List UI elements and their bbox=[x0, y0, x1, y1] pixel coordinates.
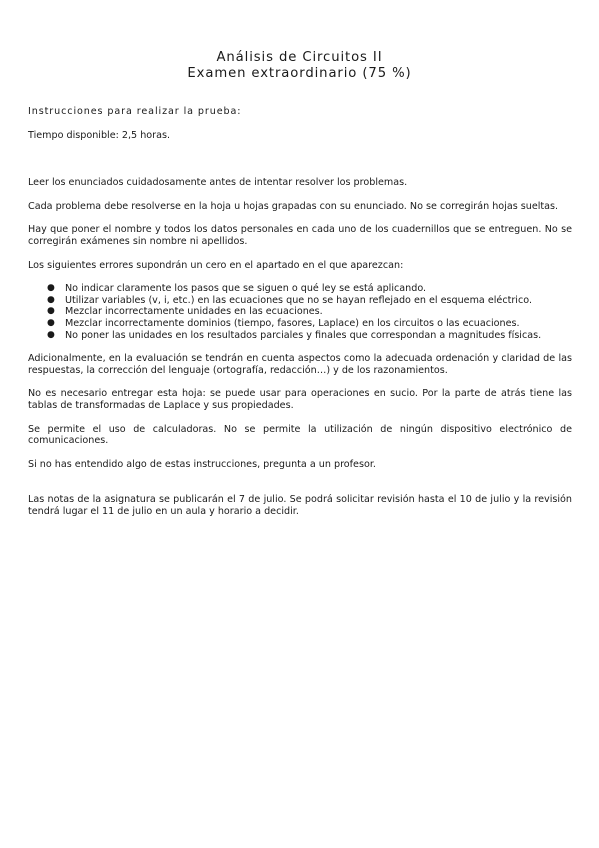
title-block bbox=[0, 50, 599, 82]
bullet-icon: ● bbox=[47, 294, 55, 305]
error-item-text: No indicar claramente los pasos que se siguen o qué ley se está aplicando. bbox=[65, 283, 427, 295]
error-item-text: Mezclar incorrectamente dominios (tiempo, fasores, Laplace) en los circuitos o las ecuaciones. bbox=[65, 317, 520, 329]
list-item bbox=[28, 295, 572, 307]
list-item bbox=[28, 318, 572, 330]
error-item-text: Mezclar incorrectamente unidades en las ecuaciones. bbox=[65, 306, 323, 318]
page-subtitle: Examen extraordinario (75 %) bbox=[187, 66, 412, 81]
list-item bbox=[28, 283, 572, 295]
page-title: Análisis de Circuitos II bbox=[216, 50, 383, 65]
stapled-sheets-paragraph: Cada problema debe resolverse en la hoja u hojas grapadas con su enunciado. No se corregirán hojas sueltas. bbox=[28, 200, 559, 212]
bullet-icon: ● bbox=[47, 329, 55, 340]
list-item bbox=[28, 306, 572, 318]
bullet-icon: ● bbox=[47, 317, 55, 328]
questions-paragraph: Si no has entendido algo de estas instrucciones, pregunta a un profesor. bbox=[28, 458, 376, 470]
calculators-paragraph: Se permite el uso de calculadoras. No se permite la utilización de ningún dispositivo electrónico de comunicaciones. bbox=[28, 423, 572, 447]
personal-data-paragraph: Hay que poner el nombre y todos los datos personales en cada uno de los cuadernillos que se entreguen. No se corregirán exámenes sin nombre ni apellidos. bbox=[28, 224, 572, 247]
list-item bbox=[28, 330, 572, 342]
errors-intro: Los siguientes errores supondrán un cero en el apartado en el que aparezcan: bbox=[28, 259, 404, 271]
instructions-heading: Instrucciones para realizar la prueba: bbox=[28, 106, 242, 117]
bullet-icon: ● bbox=[47, 306, 55, 317]
bullet-icon: ● bbox=[47, 283, 55, 294]
read-carefully-paragraph: Leer los enunciados cuidadosamente antes de intentar resolver los problemas. bbox=[28, 177, 408, 189]
instructions-body bbox=[28, 106, 572, 517]
scratch-sheet-paragraph: No es necesario entregar esta hoja: se puede usar para operaciones en sucio. Por la parte de atrás tiene las tablas de transformadas de Laplace y sus propiedades. bbox=[28, 388, 572, 411]
evaluation-paragraph: Adicionalmente, en la evaluación se tendrán en cuenta aspectos como la adecuada ordenación y claridad de las respuestas, la corrección del lenguaje (ortografía, redacción…) y de los razonamientos. bbox=[28, 353, 572, 376]
time-available: Tiempo disponible: 2,5 horas. bbox=[28, 129, 171, 141]
error-item-text: No poner las unidades en los resultados parciales y finales que correspondan a magnitudes físicas. bbox=[65, 329, 542, 341]
errors-list bbox=[28, 283, 572, 341]
error-item-text: Utilizar variables (v, i, etc.) en las ecuaciones que no se hayan reflejado en el esquema eléctrico. bbox=[65, 294, 532, 306]
grades-paragraph: Las notas de la asignatura se publicarán el 7 de julio. Se podrá solicitar revisión hasta el 10 de julio y la revisión tendrá lugar el 11 de julio en un aula y horario a decidir. bbox=[28, 494, 572, 517]
